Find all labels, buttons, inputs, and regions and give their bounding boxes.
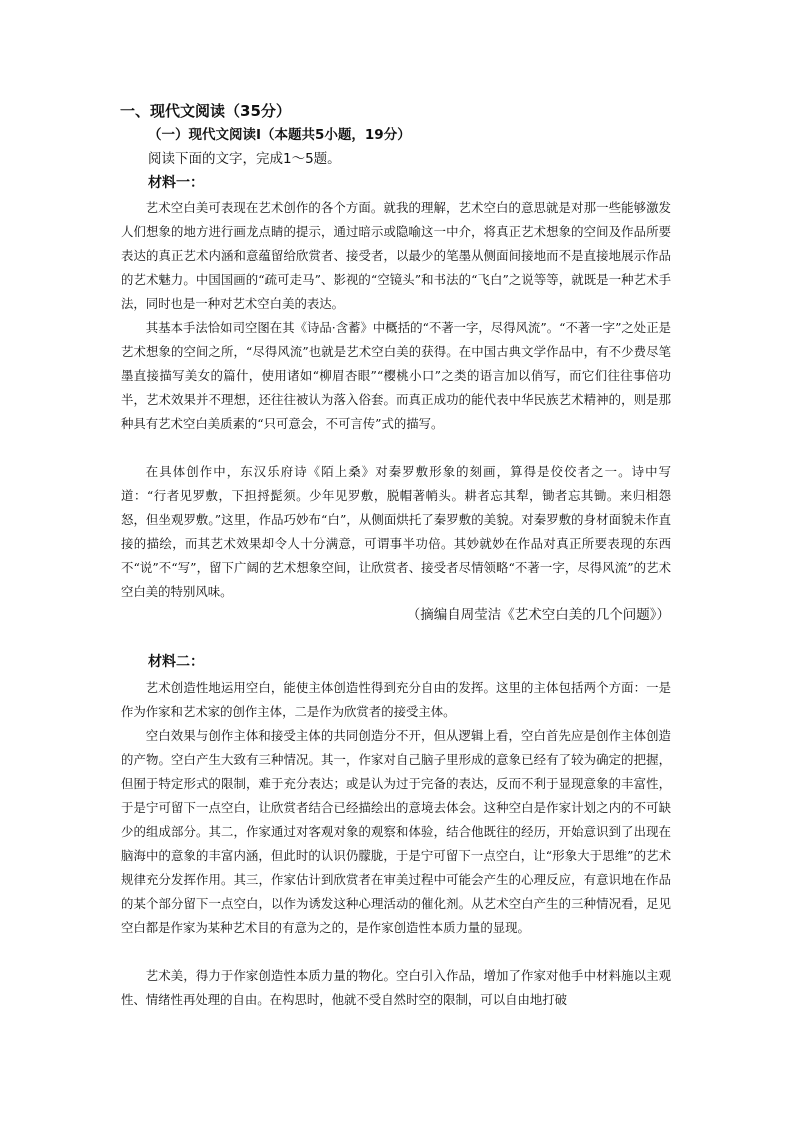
section-heading: 一、现代文阅读（35分） (120, 102, 291, 120)
material-one-paragraph-1: 艺术空白美可表现在艺术创作的各个方面。就我的理解，艺术空白的意思就是对那一些能够激发人们想象的地方进行画龙点睛的提示，通过暗示或隐喻这一中介，将真正艺术想象的空间及作品所要表达的真正艺术内涵和意蕴留给欣赏者、接受者，以最少的笔墨从侧面间接地而不是直接地展示作品的艺术魅力。中国国画的“疏可走马”、影视的“空镜头”和书法的“飞白”之说等等，就既是一种艺术手法，同时也是一种对艺术空白美的表达。 (121, 200, 671, 311)
material-one-source: （摘编自周莹洁《艺术空白美的几个问题》） (406, 607, 670, 623)
material-two-paragraph-2: 空白效果与创作主体和接受主体的共同创造分不开，但从逻辑上看，空白首先应是创作主体创造的产物。空白产生大致有三种情况。其一，作家对自己脑子里形成的意象已经有了较为确定的把握，但囿于特定形式的限制，难于充分表达；或是认为过于完备的表达，反而不利于显现意象的丰富性，于是宁可留下一点空白，让欣赏者结合已经描绘出的意境去体会。这种空白是作家计划之内的不可缺少的组成部分。其二，作家通过对客观对象的观察和体验，结合他既往的经历，开始意识到了出现在脑海中的意象的丰富内涵，但此时的认识仍朦胧，于是宁可留下一点空白，让“形象大于思维”的艺术规律充分发挥作用。其三，作家估计到欣赏者在审美过程中可能会产生的心理反应，有意识地在作品的某个部分留下一点空白，以作为诱发这种心理活动的催化剂。从艺术空白产生的三种情况看，足见空白都是作家为某种艺术目的有意为之的，是作家创造性本质力量的显现。 (121, 728, 671, 935)
material-one-paragraph-2: 其基本手法恰如司空图在其《诗品·含蓄》中概括的“不著一字，尽得风流”。“不著一字”之处正是艺术想象的空间之所，“尽得风流”也就是艺术空白美的获得。在中国古典文学作品中，有不少费尽笔墨直接描写美女的篇什，使用诸如“柳眉杏眼”“樱桃小口”之类的语言加以俏写，而它们往往事倍功半，艺术效果并不理想，还往往被认为落入俗套。而真正成功的能代表中华民族艺术精神的，则是那种具有艺术空白美质素的“只可意会，不可言传”式的描写。 (121, 320, 671, 431)
reading-instruction: 阅读下面的文字，完成1～5题。 (148, 151, 341, 167)
material-one-paragraph-3: 在具体创作中，东汉乐府诗《陌上桑》对秦罗敷形象的刻画，算得是佼佼者之一。诗中写道：“行者见罗敷，下担捋髭须。少年见罗敷，脱帽著帩头。耕者忘其犁，锄者忘其锄。来归相怨怒，但坐观罗敷。”这里，作品巧妙布“白”，从侧面烘托了秦罗敷的美貌。对秦罗敷的身材面貌未作直接的描绘，而其艺术效果却令人十分满意，可谓事半功倍。其妙就妙在作品对真正所要表现的东西不“说”不“写”，留下广阔的艺术想象空间，让欣赏者、接受者尽情领略“不著一字，尽得风流”的艺术空白美的特别风味。 (121, 464, 671, 599)
material-two-paragraph-1: 艺术创造性地运用空白，能使主体创造性得到充分自由的发挥。这里的主体包括两个方面：一是作为作家和艺术家的创作主体，二是作为欣赏者的接受主体。 (121, 680, 671, 719)
material-one-title: 材料一： (148, 175, 204, 191)
sub-heading: （一）现代文阅读Ⅰ（本题共5小题，19分） (148, 127, 411, 143)
material-two-paragraph-3: 艺术美，得力于作家创造性本质力量的物化。空白引入作品，增加了作家对他手中材料施以主观性、情绪性再处理的自由。在构思时，他就不受自然时空的限制，可以自由地打破 (121, 968, 671, 1007)
material-two-title: 材料二： (148, 654, 204, 670)
